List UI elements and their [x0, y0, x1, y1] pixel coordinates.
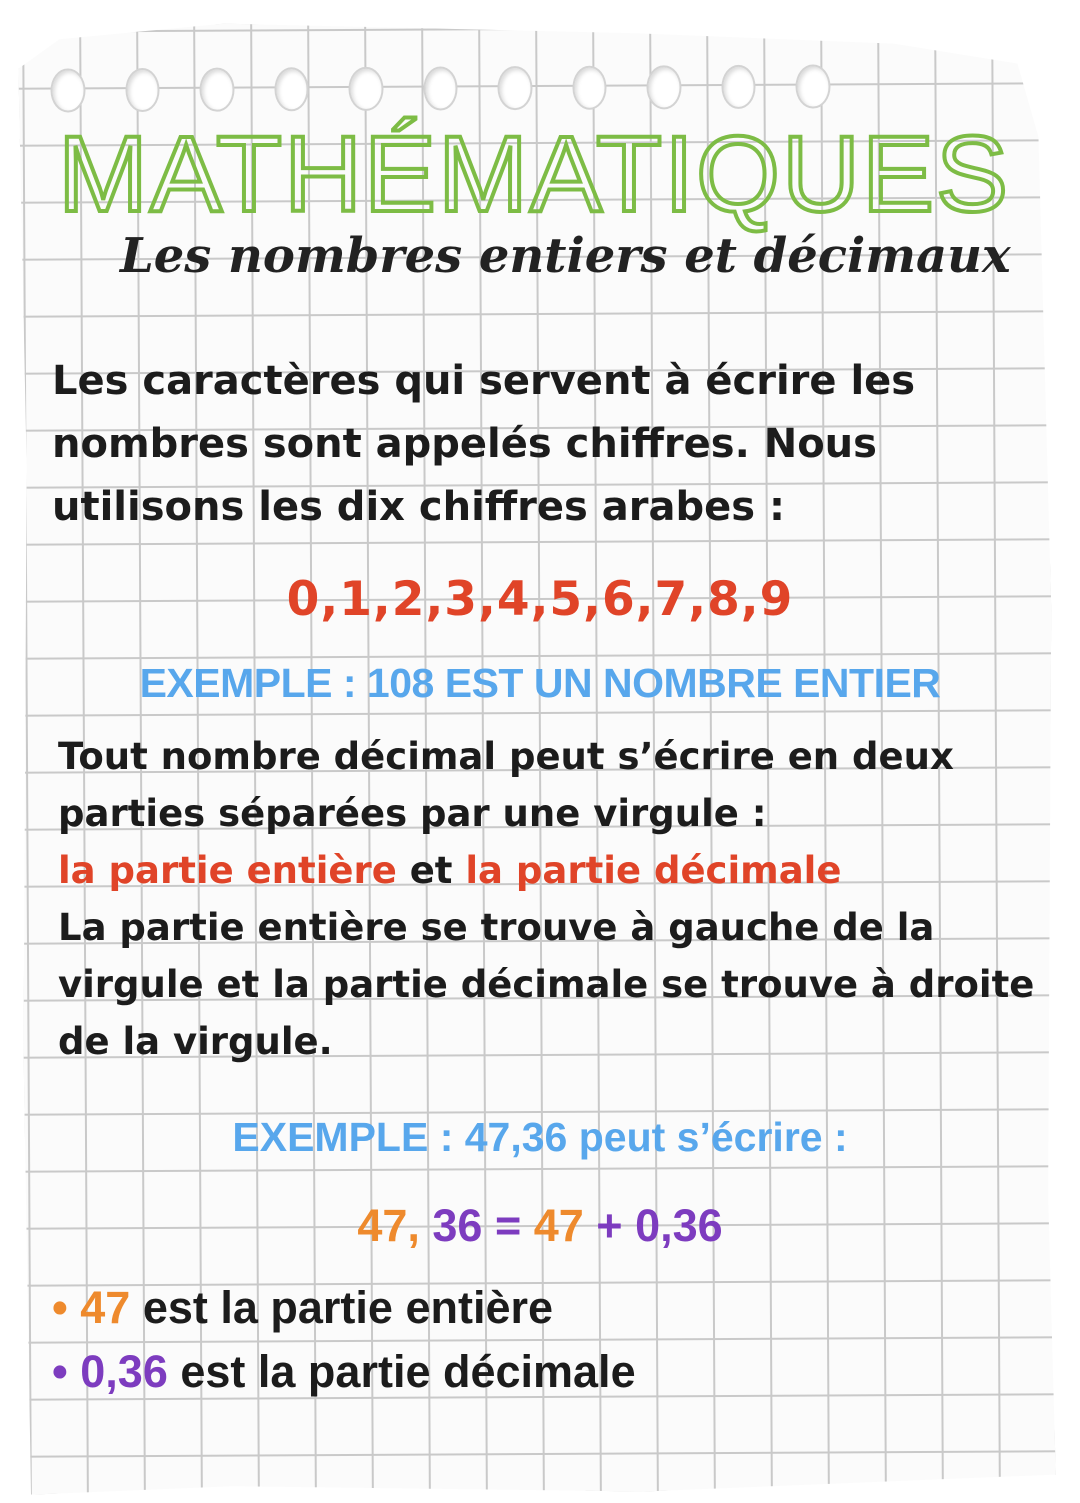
bullet-value: 47	[80, 1282, 131, 1333]
binder-hole	[721, 65, 756, 109]
decimal-line: virgule et la partie décimale se trouve à droite	[58, 963, 1035, 1006]
bullet-list	[52, 1276, 952, 1404]
page-title: MATHÉMATIQUES	[58, 113, 1011, 234]
bullet-marker: •	[52, 1346, 81, 1397]
decimal-line: Tout nombre décimal peut s’écrire en deux	[58, 735, 954, 778]
equation-equals: =	[482, 1200, 534, 1251]
equation-left-integer: 47,	[357, 1200, 420, 1251]
digits-list: 0,1,2,3,4,5,6,7,8,9	[286, 572, 794, 627]
intro-line: utilisons les dix chiffres arabes :	[52, 484, 785, 530]
binder-hole	[572, 66, 607, 110]
page-subtitle: Les nombres entiers et décimaux	[120, 228, 1011, 284]
bullet-value: 0,36	[80, 1346, 168, 1397]
connector-text: et	[396, 849, 466, 892]
equation-right-decimal: 0,36	[635, 1200, 723, 1251]
list-item	[52, 1276, 952, 1340]
intro-line: Les caractères qui servent à écrire les	[52, 358, 916, 404]
decimal-line: parties séparées par une virgule :	[58, 792, 767, 835]
bullet-text: est la partie décimale	[167, 1346, 636, 1397]
decimal-parts-line	[58, 842, 1068, 899]
decomposition-equation	[0, 1200, 1080, 1252]
binder-hole	[199, 68, 234, 112]
example-integer: EXEMPLE : 108 EST UN NOMBRE ENTIER	[139, 660, 941, 706]
binder-hole	[50, 68, 85, 112]
equation-plus: +	[583, 1200, 636, 1251]
list-item	[52, 1340, 952, 1404]
bullet-text: est la partie entière	[130, 1282, 554, 1333]
binder-hole	[796, 64, 831, 108]
decimal-line: La partie entière se trouve à gauche de la	[58, 906, 935, 949]
binder-hole	[423, 66, 458, 110]
decimal-part-label: la partie décimale	[465, 849, 842, 892]
intro-line: nombres sont appelés chiffres. Nous	[52, 421, 877, 467]
integer-part-label: la partie entière	[58, 849, 397, 892]
bullet-marker: •	[52, 1282, 81, 1333]
binder-hole	[125, 68, 160, 112]
intro-paragraph	[52, 350, 1032, 539]
binder-hole	[498, 66, 533, 110]
equation-right-integer: 47	[533, 1200, 584, 1251]
binder-hole	[647, 65, 682, 109]
equation-left-decimal: 36	[419, 1200, 483, 1251]
binder-hole	[274, 67, 309, 111]
decimal-line: de la virgule.	[58, 1020, 333, 1063]
example-decimal: EXEMPLE : 47,36 peut s’écrire :	[232, 1114, 848, 1160]
binder-hole	[349, 67, 384, 111]
decimal-paragraph	[58, 728, 1068, 1070]
